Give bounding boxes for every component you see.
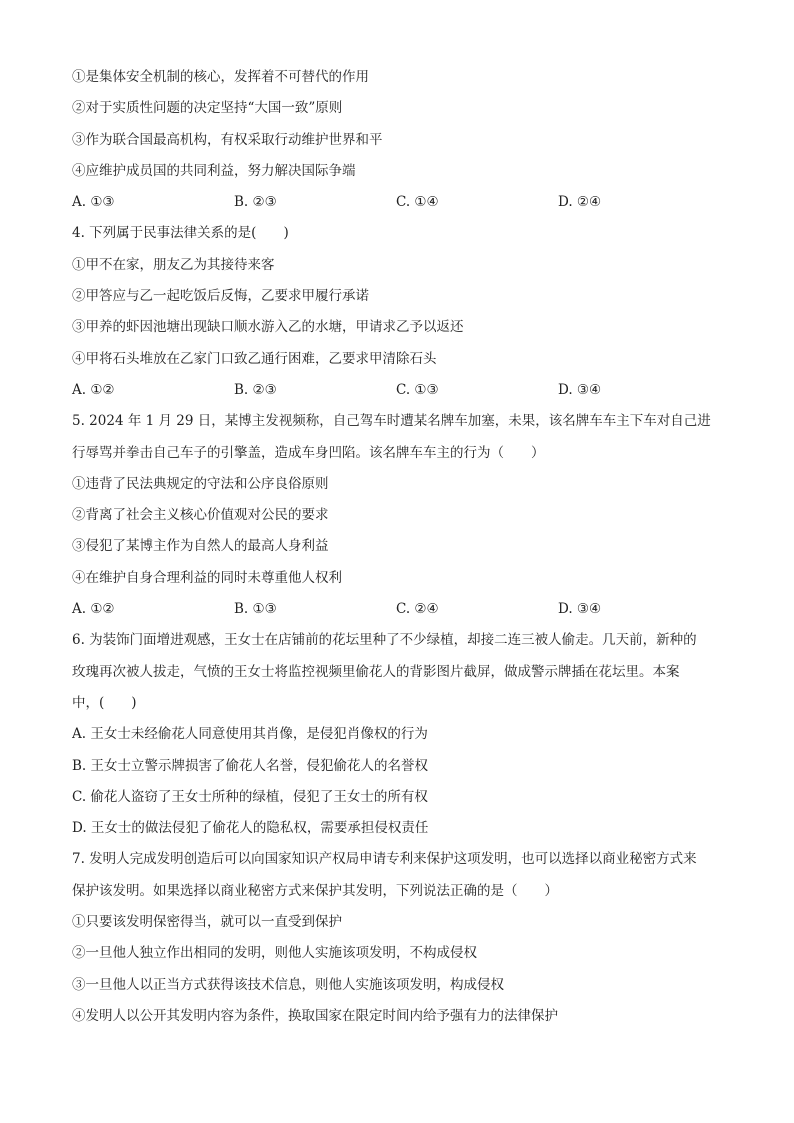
choice-b: B. 王女士立警示牌损害了偷花人名誉，侵犯偷花人的名誉权: [72, 757, 429, 774]
answer-options: [72, 187, 734, 218]
option-b: B. ②③: [234, 194, 277, 211]
question-5: [72, 406, 734, 625]
question-stem-line: 玫瑰再次被人拔走，气愤的王女士将监控视频里偷花人的背影图片截屏，做成警示牌插在花坛里。本案: [72, 663, 680, 680]
option-c: C. ②④: [396, 601, 439, 618]
question-stem: 4. 下列属于民事法律关系的是( ): [72, 225, 289, 242]
question-stem-line: 5. 2024 年 1 月 29 日，某博主发视频称，自己驾车时遭某名牌车加塞，未果，该名牌车车主下车对自己进: [72, 413, 711, 430]
choice-c: C. 偷花人盗窃了王女士所种的绿植，侵犯了王女士的所有权: [72, 788, 428, 805]
choice-a: A. 王女士未经偷花人同意使用其肖像，是侵犯肖像权的行为: [72, 726, 428, 743]
choice-d: D. 王女士的做法侵犯了偷花人的隐私权，需要承担侵权责任: [72, 820, 429, 837]
statement-item: ④应维护成员国的共同利益，努力解决国际争端: [72, 162, 356, 179]
statement-item: ②背离了社会主义核心价值观对公民的要求: [72, 507, 329, 524]
option-d: D. ③④: [558, 381, 602, 398]
option-d: D. ③④: [558, 601, 602, 618]
option-d: D. ②④: [558, 194, 602, 211]
question-7: [72, 844, 734, 1032]
option-b: B. ②③: [234, 381, 277, 398]
statement-item: ④在维护自身合理利益的同时未尊重他人权利: [72, 569, 342, 586]
option-c: C. ①③: [396, 381, 439, 398]
statement-item: ③甲养的虾因池塘出现缺口顺水游入乙的水塘，甲请求乙予以返还: [72, 319, 464, 336]
answer-options: [72, 594, 734, 625]
question-stem-line: 行辱骂并拳击自己车子的引擎盖，造成车身凹陷。该名牌车车主的行为（ ）: [72, 444, 545, 461]
question-3: [72, 62, 734, 218]
statement-item: ③侵犯了某博主作为自然人的最高人身利益: [72, 538, 329, 555]
question-6: [72, 625, 734, 844]
question-stem-line: 中，( ): [72, 694, 137, 711]
statement-item: ①违背了民法典规定的守法和公序良俗原则: [72, 475, 329, 492]
statement-item: ②对于实质性问题的决定坚持“大国一致”原则: [72, 100, 343, 117]
answer-options: [72, 375, 734, 406]
option-b: B. ①③: [234, 601, 277, 618]
statement-item: ①只要该发明保密得当，就可以一直受到保护: [72, 914, 342, 931]
statement-item: ②一旦他人独立作出相同的发明，则他人实施该项发明，不构成侵权: [72, 945, 477, 962]
question-stem-line: 保护该发明。如果选择以商业秘密方式来保护其发明，下列说法正确的是（ ）: [72, 882, 558, 899]
statement-item: ④甲将石头堆放在乙家门口致乙通行困难，乙要求甲清除石头: [72, 350, 437, 367]
option-c: C. ①④: [396, 194, 439, 211]
question-4: [72, 218, 734, 406]
statement-item: ①是集体安全机制的核心，发挥着不可替代的作用: [72, 69, 369, 85]
question-stem-line: 7. 发明人完成发明创造后可以向国家知识产权局申请专利来保护这项发明，也可以选择以商业秘密方式来: [72, 851, 697, 868]
statement-item: ①甲不在家，朋友乙为其接待来客: [72, 256, 275, 273]
option-a: A. ①②: [72, 601, 115, 618]
question-stem-line: 6. 为装饰门面增进观感，王女士在店铺前的花坛里种了不少绿植，却接二连三被人偷走。几天前，新种的: [72, 632, 697, 649]
option-a: A. ①②: [72, 381, 115, 398]
statement-item: ④发明人以公开其发明内容为条件，换取国家在限定时间内给予强有力的法律保护: [72, 1007, 558, 1024]
statement-item: ③一旦他人以正当方式获得该技术信息，则他人实施该项发明，构成侵权: [72, 976, 504, 993]
option-a: A. ①③: [72, 194, 115, 211]
statement-item: ③作为联合国最高机构，有权采取行动维护世界和平: [72, 131, 383, 148]
statement-item: ②甲答应与乙一起吃饭后反悔，乙要求甲履行承诺: [72, 288, 369, 305]
